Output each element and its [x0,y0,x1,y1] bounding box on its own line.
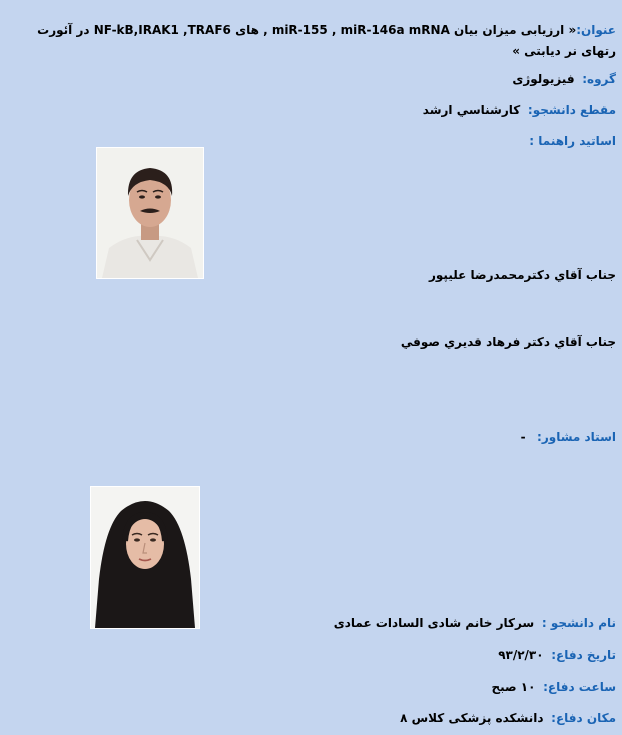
male-portrait-photo-icon [97,148,203,278]
group-label: گروه: [582,72,616,86]
supervisor-2-name: جناب آقاي دکتر فرهاد قديري صوفي [400,335,616,349]
defense-time-value: ۱۰ صبح [491,680,536,694]
supervisor-2-row [401,334,616,350]
supervisors-row [529,133,616,149]
female-portrait-photo-icon [91,487,199,628]
group-row [512,71,616,87]
defense-time-row [491,679,616,695]
defense-date-row [498,647,616,663]
title-text: « ارزیابی میزان بیان miR-155 , miR-146a mRNA , های NF-kB,IRAK1 ,TRAF6 در آئورت رتهای نر دیابتی » [37,23,616,58]
defense-time-label: ساعت دفاع: [543,680,616,694]
supervisor-1-name: جناب آقاي دکترمحمدرضا عليپور [428,268,616,282]
advisor-value: - [520,430,526,444]
degree-row [423,102,616,118]
degree-value: کارشناسي ارشد [422,103,521,117]
group-value: فیزیولوژی [512,72,575,86]
advisor-label: استاد مشاور: [537,430,616,444]
supervisor-photo [96,147,204,279]
defense-place-row [400,710,616,726]
student-value: سرکار خانم شادی السادات عمادی [333,616,535,630]
defense-place-value: دانشکده پزشکی کلاس ۸ [400,711,544,725]
advisor-row [521,429,616,445]
supervisor-1-row [429,267,616,283]
defense-place-label: مکان دفاع: [551,711,616,725]
student-label: نام دانشجو : [541,616,616,630]
title-label: عنوان: [576,23,616,37]
defense-date-label: تاریخ دفاع: [551,648,616,662]
supervisors-label: اساتيد راهنما : [529,134,616,148]
student-row [334,615,616,631]
defense-date-value: ۹۳/۲/۳۰ [498,648,544,662]
thesis-title [6,20,616,62]
degree-label: مقطع دانشجو: [527,103,616,117]
student-photo [90,486,200,629]
